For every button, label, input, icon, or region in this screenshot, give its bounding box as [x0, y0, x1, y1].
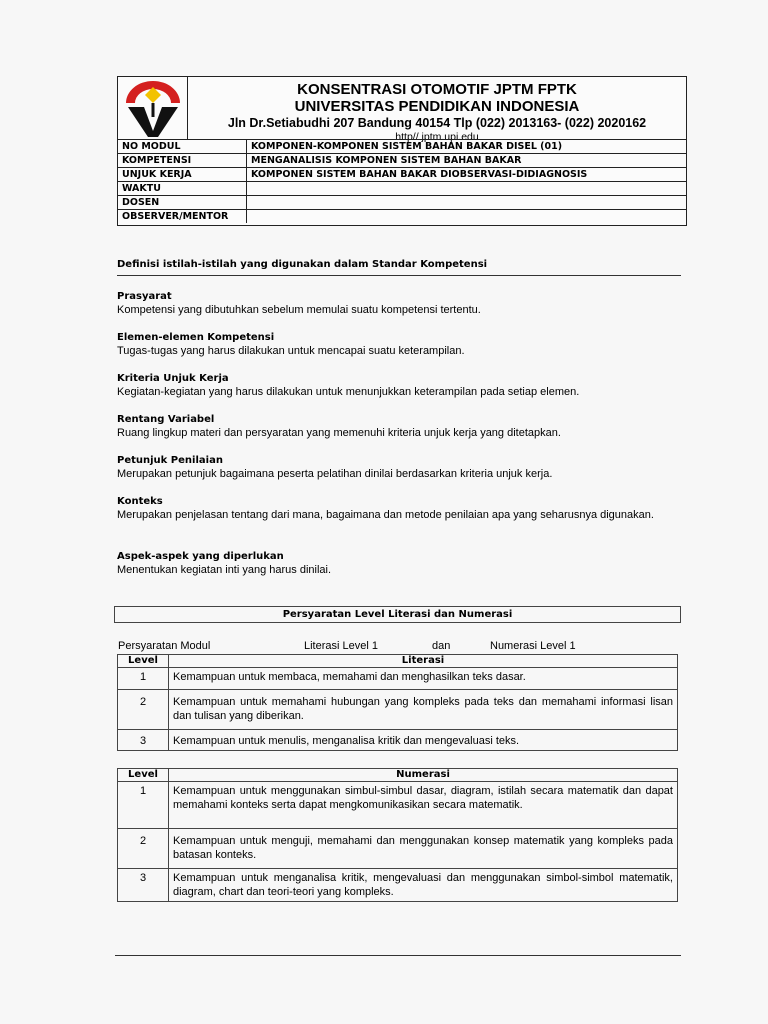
info-row	[118, 210, 686, 224]
row-desc: Kemampuan untuk menguji, memahami dan menggunakan konsep matematik yang kompleks pada batasan konteks.	[169, 829, 678, 869]
table-row	[118, 782, 678, 829]
module-header	[117, 76, 687, 226]
footer-divider	[115, 955, 681, 956]
info-value	[247, 182, 687, 196]
definition-desc: Kompetensi yang dibutuhkan sebelum memulai suatu kompetensi tertentu.	[117, 304, 481, 316]
table-row	[118, 690, 678, 730]
definition-item	[117, 495, 682, 522]
definition-term: Petunjuk Penilaian	[117, 455, 223, 466]
info-row	[118, 182, 686, 196]
definition-item	[117, 372, 682, 399]
definition-desc: Tugas-tugas yang harus dilakukan untuk mencapai suatu keterampilan.	[117, 345, 465, 357]
info-key: UNJUK KERJA	[118, 168, 247, 182]
req-literasi: Literasi Level 1	[304, 640, 378, 652]
module-info-table	[118, 139, 686, 223]
literasi-numerasi-title: Persyaratan Level Literasi dan Numerasi	[114, 606, 681, 623]
definition-term: Kriteria Unjuk Kerja	[117, 373, 229, 384]
info-value: KOMPONEN SISTEM BAHAN BAKAR DIOBSERVASI-DIDIAGNOSIS	[247, 168, 687, 182]
info-key: WAKTU	[118, 182, 247, 196]
row-desc: Kemampuan untuk memahami hubungan yang kompleks pada teks dan memahami informasi lisan dan tulisan yang diberikan.	[169, 690, 678, 730]
table-header	[118, 769, 678, 782]
definition-term: Rentang Variabel	[117, 414, 215, 425]
header-title-1: KONSENTRASI OTOMOTIF JPTM FPTK	[297, 81, 577, 98]
literasi-table	[117, 654, 678, 751]
definition-desc: Merupakan penjelasan tentang dari mana, bagaimana dan metode penilaian apa yang seharusnya digunakan.	[117, 509, 654, 521]
definition-term: Aspek-aspek yang diperlukan	[117, 551, 284, 562]
definition-desc: Merupakan petunjuk bagaimana peserta pelatihan dinilai berdasarkan kriteria unjuk kerja.	[117, 468, 553, 480]
row-desc: Kemampuan untuk menganalisa kritik, mengevaluasi dan menggunakan simbol-simbol matematik, diagram, chart dan teori-teori yang kompleks.	[169, 869, 678, 902]
row-desc: Kemampuan untuk menggunakan simbul-simbul dasar, diagram, istilah secara matematik dan dapat memahami konteks serta dapat mengkomunikasikan secara matematik.	[169, 782, 678, 829]
info-key: KOMPETENSI	[118, 154, 247, 168]
req-and: dan	[432, 640, 451, 652]
req-label: Persyaratan Modul	[118, 640, 211, 652]
col-level: Level	[118, 769, 169, 782]
definition-item	[117, 290, 682, 317]
row-level: 3	[118, 730, 169, 751]
info-value: MENGANALISIS KOMPONEN SISTEM BAHAN BAKAR	[247, 154, 687, 168]
table-row	[118, 668, 678, 690]
info-value: KOMPONEN-KOMPONEN SISTEM BAHAN BAKAR DISEL (01)	[247, 140, 687, 154]
row-desc: Kemampuan untuk menulis, menganalisa kritik dan mengevaluasi teks.	[169, 730, 678, 751]
definition-item	[117, 550, 682, 577]
col-desc: Literasi	[169, 655, 678, 668]
table-header	[118, 655, 678, 668]
logo-cell	[118, 77, 188, 139]
info-key: OBSERVER/MENTOR	[118, 210, 247, 224]
table-row	[118, 829, 678, 869]
info-row	[118, 196, 686, 210]
info-key: NO MODUL	[118, 140, 247, 154]
definition-desc: Menentukan kegiatan inti yang harus dinilai.	[117, 564, 332, 576]
info-value	[247, 196, 687, 210]
definition-term: Prasyarat	[117, 291, 172, 302]
col-level: Level	[118, 655, 169, 668]
definition-item	[117, 331, 682, 358]
row-level: 2	[118, 829, 169, 869]
table-row	[118, 730, 678, 751]
upi-logo-icon	[118, 77, 188, 139]
definition-desc: Ruang lingkup materi dan persyaratan yang memenuhi kriteria unjuk kerja yang ditetapkan.	[117, 427, 561, 439]
row-level: 2	[118, 690, 169, 730]
numerasi-table	[117, 768, 678, 902]
col-desc: Numerasi	[169, 769, 678, 782]
row-level: 1	[118, 668, 169, 690]
table-row	[118, 869, 678, 902]
info-key: DOSEN	[118, 196, 247, 210]
row-desc: Kemampuan untuk membaca, memahami dan menghasilkan teks dasar.	[169, 668, 678, 690]
header-title-2: UNIVERSITAS PENDIDIKAN INDONESIA	[294, 98, 580, 115]
row-level: 1	[118, 782, 169, 829]
header-address: Jln Dr.Setiabudhi 207 Bandung 40154 Tlp (022) 2013163- (022) 2020162	[227, 116, 647, 130]
info-row	[118, 154, 686, 168]
info-row	[118, 168, 686, 182]
row-level: 3	[118, 869, 169, 902]
definition-term: Konteks	[117, 496, 163, 507]
definition-item	[117, 454, 682, 481]
header-website: http// jptm.upi.edu	[395, 131, 479, 143]
definition-term: Elemen-elemen Kompetensi	[117, 332, 275, 343]
info-value	[247, 210, 687, 224]
definitions-heading: Definisi istilah-istilah yang digunakan dalam Standar Kompetensi	[117, 259, 681, 276]
definition-desc: Kegiatan-kegiatan yang harus dilakukan untuk menunjukkan keterampilan pada setiap elemen.	[117, 386, 580, 398]
header-title-area	[188, 77, 686, 143]
definition-item	[117, 413, 682, 440]
req-numerasi: Numerasi Level 1	[490, 640, 576, 652]
info-row	[118, 140, 686, 154]
